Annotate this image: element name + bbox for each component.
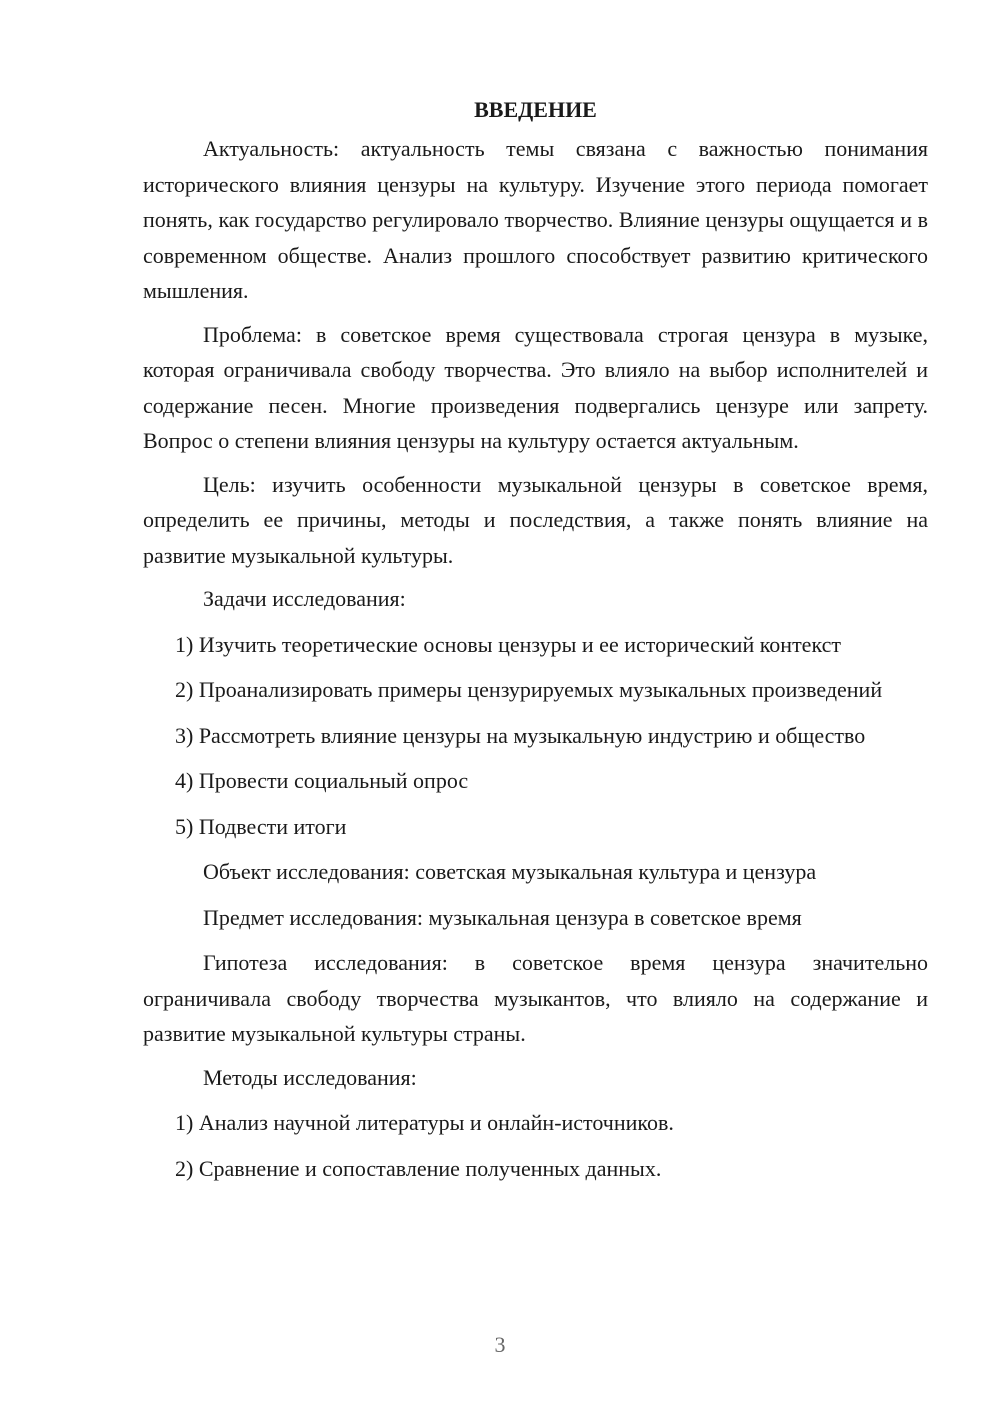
- method-item-1: 1) Анализ научной литературы и онлайн-источников.: [175, 1110, 674, 1135]
- task-item-2: 2) Проанализировать примеры цензурируемых музыкальных произведений: [175, 677, 883, 702]
- method-item-2: 2) Сравнение и сопоставление полученных данных.: [175, 1155, 662, 1181]
- task-item-1: 1) Изучить теоретические основы цензуры и ее исторический контекст: [175, 631, 841, 657]
- section-heading: ВВЕДЕНИЕ: [474, 97, 597, 122]
- task-item-5: 5) Подвести итоги: [175, 813, 347, 839]
- research-object: Объект исследования: советская музыкальная культура и цензура: [203, 859, 817, 884]
- document-page: [143, 92, 928, 1196]
- task-item-4: 4) Провести социальный опрос: [175, 768, 469, 793]
- tasks-label: Задачи исследования:: [203, 586, 406, 611]
- problem-paragraph: Проблема: в советское время существовала строгая цензура в музыке, которая ограничивала свободу творчества. Это влияло на выбор исполнителей и содержание песен. Многие произведения подвергались цензуре или запрету. Вопрос о степени влияния цензуры на культуру остается актуальным.: [143, 321, 928, 453]
- task-item-3: 3) Рассмотреть влияние цензуры на музыкальную индустрию и общество: [175, 722, 866, 748]
- research-subject: Предмет исследования: музыкальная цензура в советское время: [203, 904, 802, 930]
- relevance-paragraph: Актуальность: актуальность темы связана с важностью понимания исторического влияния цензуры на культуру. Изучение этого периода помогает понять, как государство регулировало творчество. Влияние цензуры ощущается и в современном обществе. Анализ прошлого способствует развитию критического мышления.: [143, 136, 928, 303]
- goal-paragraph: Цель: изучить особенности музыкальной цензуры в советское время, определить ее причины, методы и последствия, а также понять влияние на развитие музыкальной культуры.: [143, 471, 928, 568]
- methods-label: Методы исследования:: [203, 1064, 417, 1090]
- hypothesis-paragraph: Гипотеза исследования: в советское время цензура значительно ограничивала свободу творчества музыкантов, что влияло на содержание и развитие музыкальной культуры страны.: [143, 950, 928, 1046]
- page-number: 3: [494, 1332, 506, 1357]
